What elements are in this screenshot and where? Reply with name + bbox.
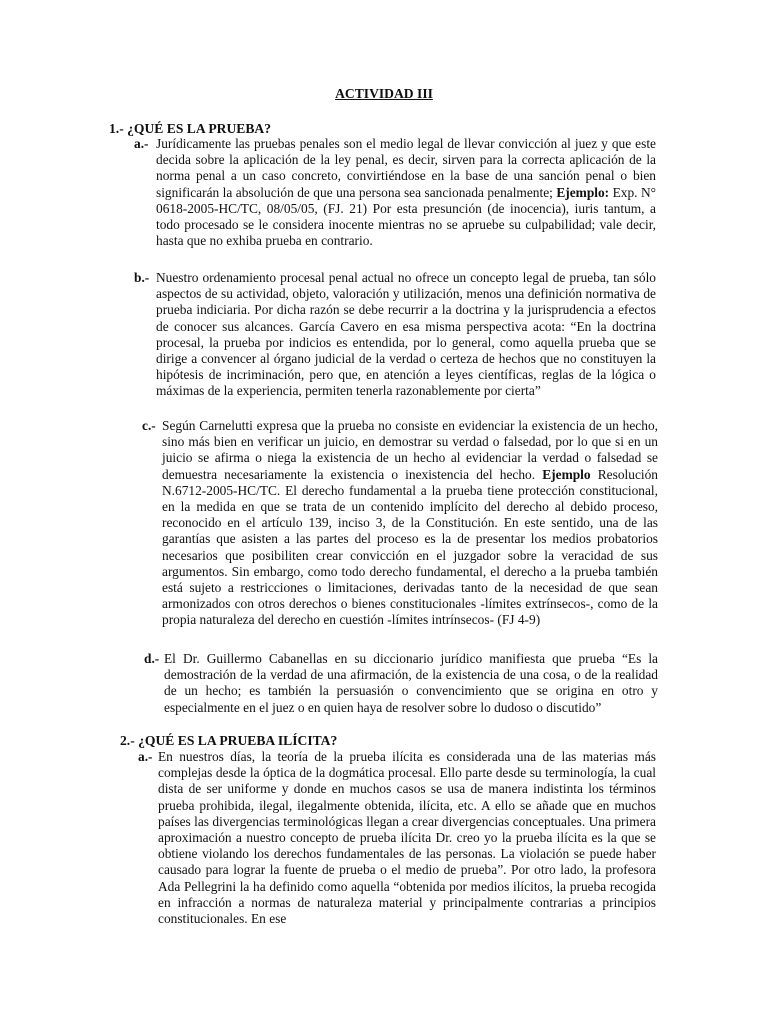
list-item-1b [134, 270, 656, 400]
item-text-part: Exp. N° 0618-2005-HC/TC, 08/05/05, (FJ. 21) Por esta presunción (de inocencia), iuris tantum, a todo procesado se le considera inocente mientras no se apruebe su culpabilidad; vale decir, hasta que no exhiba prueba en contrario. [156, 184, 656, 249]
item-text [162, 418, 658, 629]
item-text-part: En nuestros días, la teoría de la prueba ilícita es considerada una de las materias más complejas desde la óptica de la dogmática procesal. Ello parte desde su terminología, la cual dista de ser uniforme y donde en muchos casos se usa de manera indistinta los términos prueba prohibida, ilegal, ilegalmente obtenida, ilícita, etc. A ello se añade que en muchos países las divergencias terminológicas llegan a crear divergencias conceptuales. Una primera aproximación a nuestro concepto de prueba ilícita Dr. creo yo la prueba ilícita es la que se obtiene violando los derechos fundamentales de las personas. La violación se puede haber causado para lograr la fuente de prueba o el medio de prueba”. Por otro lado, la profesora Ada Pellegrini la ha definido como aquella “obtenida por medios ilícitos, la prueba recogida en infracción a normas de naturaleza material y principalmente contrarias a principios constitucionales. En ese [158, 749, 656, 927]
section-heading-1: 1.- ¿QUÉ ES LA PRUEBA? [109, 121, 272, 136]
item-label: c.- [142, 418, 156, 433]
item-text-part: Jurídicamente las pruebas penales son el medio legal de llevar convicción al juez y que este decida sobre la aplicación de la ley penal, es decir, sirven para la correcta aplicación de la norma penal a un caso concreto, convirtiéndose en la base de una sanción penal o bien significarán la absolución de que una persona sea sancionada penalmente; [156, 136, 656, 200]
list-item-1d [144, 651, 658, 716]
item-text-bold: Ejemplo [542, 466, 591, 482]
item-text-part: Resolución N.6712-2005-HC/TC. El derecho fundamental a la prueba tiene protección constitucional, en la medida en que se trata de un contenido implícito del derecho al debido proceso, reconocido en el artículo 139, inciso 3, de la Constitución. En este sentido, una de las garantías que asisten a las partes del proceso es la de presentar los medios probatorios necesarios que posibiliten crear convicción en el juzgador sobre la veracidad de sus argumentos. Sin embargo, como todo derecho fundamental, el derecho a la prueba también está sujeto a restricciones o limitaciones, derivadas tanto de la necesidad de que sean armonizados con otros derechos o bienes constitucionales -límites extrínsecos-, como de la propia naturaleza del derecho en cuestión -límites intrínsecos- (FJ 4-9) [162, 466, 659, 628]
list-item-1a [134, 136, 656, 249]
item-text [158, 749, 656, 927]
list-item-2a [138, 749, 656, 927]
section-heading-2: 2.- ¿QUÉ ES LA PRUEBA ILÍCITA? [120, 733, 338, 748]
document-title: ACTIVIDAD III [335, 86, 433, 101]
item-label: d.- [144, 651, 160, 666]
item-text-part: Según Carnelutti expresa que la prueba no consiste en evidenciar la existencia de un hecho, sino más bien en verificar un juicio, en demostrar su verdad o falsedad, por lo que si en un juicio se afirma o niega la existencia de un hecho al evidenciar la verdad o falsedad se demuestra necesariamente la existencia o inexistencia del hecho. [162, 418, 658, 482]
item-text [156, 270, 656, 400]
list-item-1c [142, 418, 659, 629]
item-text-bold: Ejemplo: [556, 184, 610, 200]
item-text [156, 136, 656, 249]
item-label: a.- [138, 749, 153, 764]
item-text-part: Nuestro ordenamiento procesal penal actual no ofrece un concepto legal de prueba, tan sólo aspectos de su actividad, objeto, valoración y utilización, menos una definición normativa de prueba indiciaria. Por dicha razón se debe recurrir a la doctrina y la jurisprudencia a efectos de conocer sus alcances. García Cavero en esa misma perspectiva acota: “En la doctrina procesal, la prueba por indicios es entendida, por lo general, como aquella prueba que se dirige a convencer al órgano judicial de la verdad o certeza de hechos que no constituyen la hipótesis de incriminación, pero que, en atención a leyes científicas, reglas de la lógica o máximas de la experiencia, permiten tenerla razonablemente por cierta” [156, 270, 656, 399]
item-label: b.- [134, 270, 150, 285]
item-text-part: El Dr. Guillermo Cabanellas en su diccionario jurídico manifiesta que prueba “Es la demostración de la verdad de una afirmación, de la existencia de una cosa, o de la realidad de un hecho; es también la persuasión o convencimiento que se origina en otro y especialmente en el juez o en quien haya de resolver sobre lo dudoso o discutido” [164, 651, 658, 715]
item-label: a.- [134, 136, 149, 151]
item-text [164, 651, 658, 716]
